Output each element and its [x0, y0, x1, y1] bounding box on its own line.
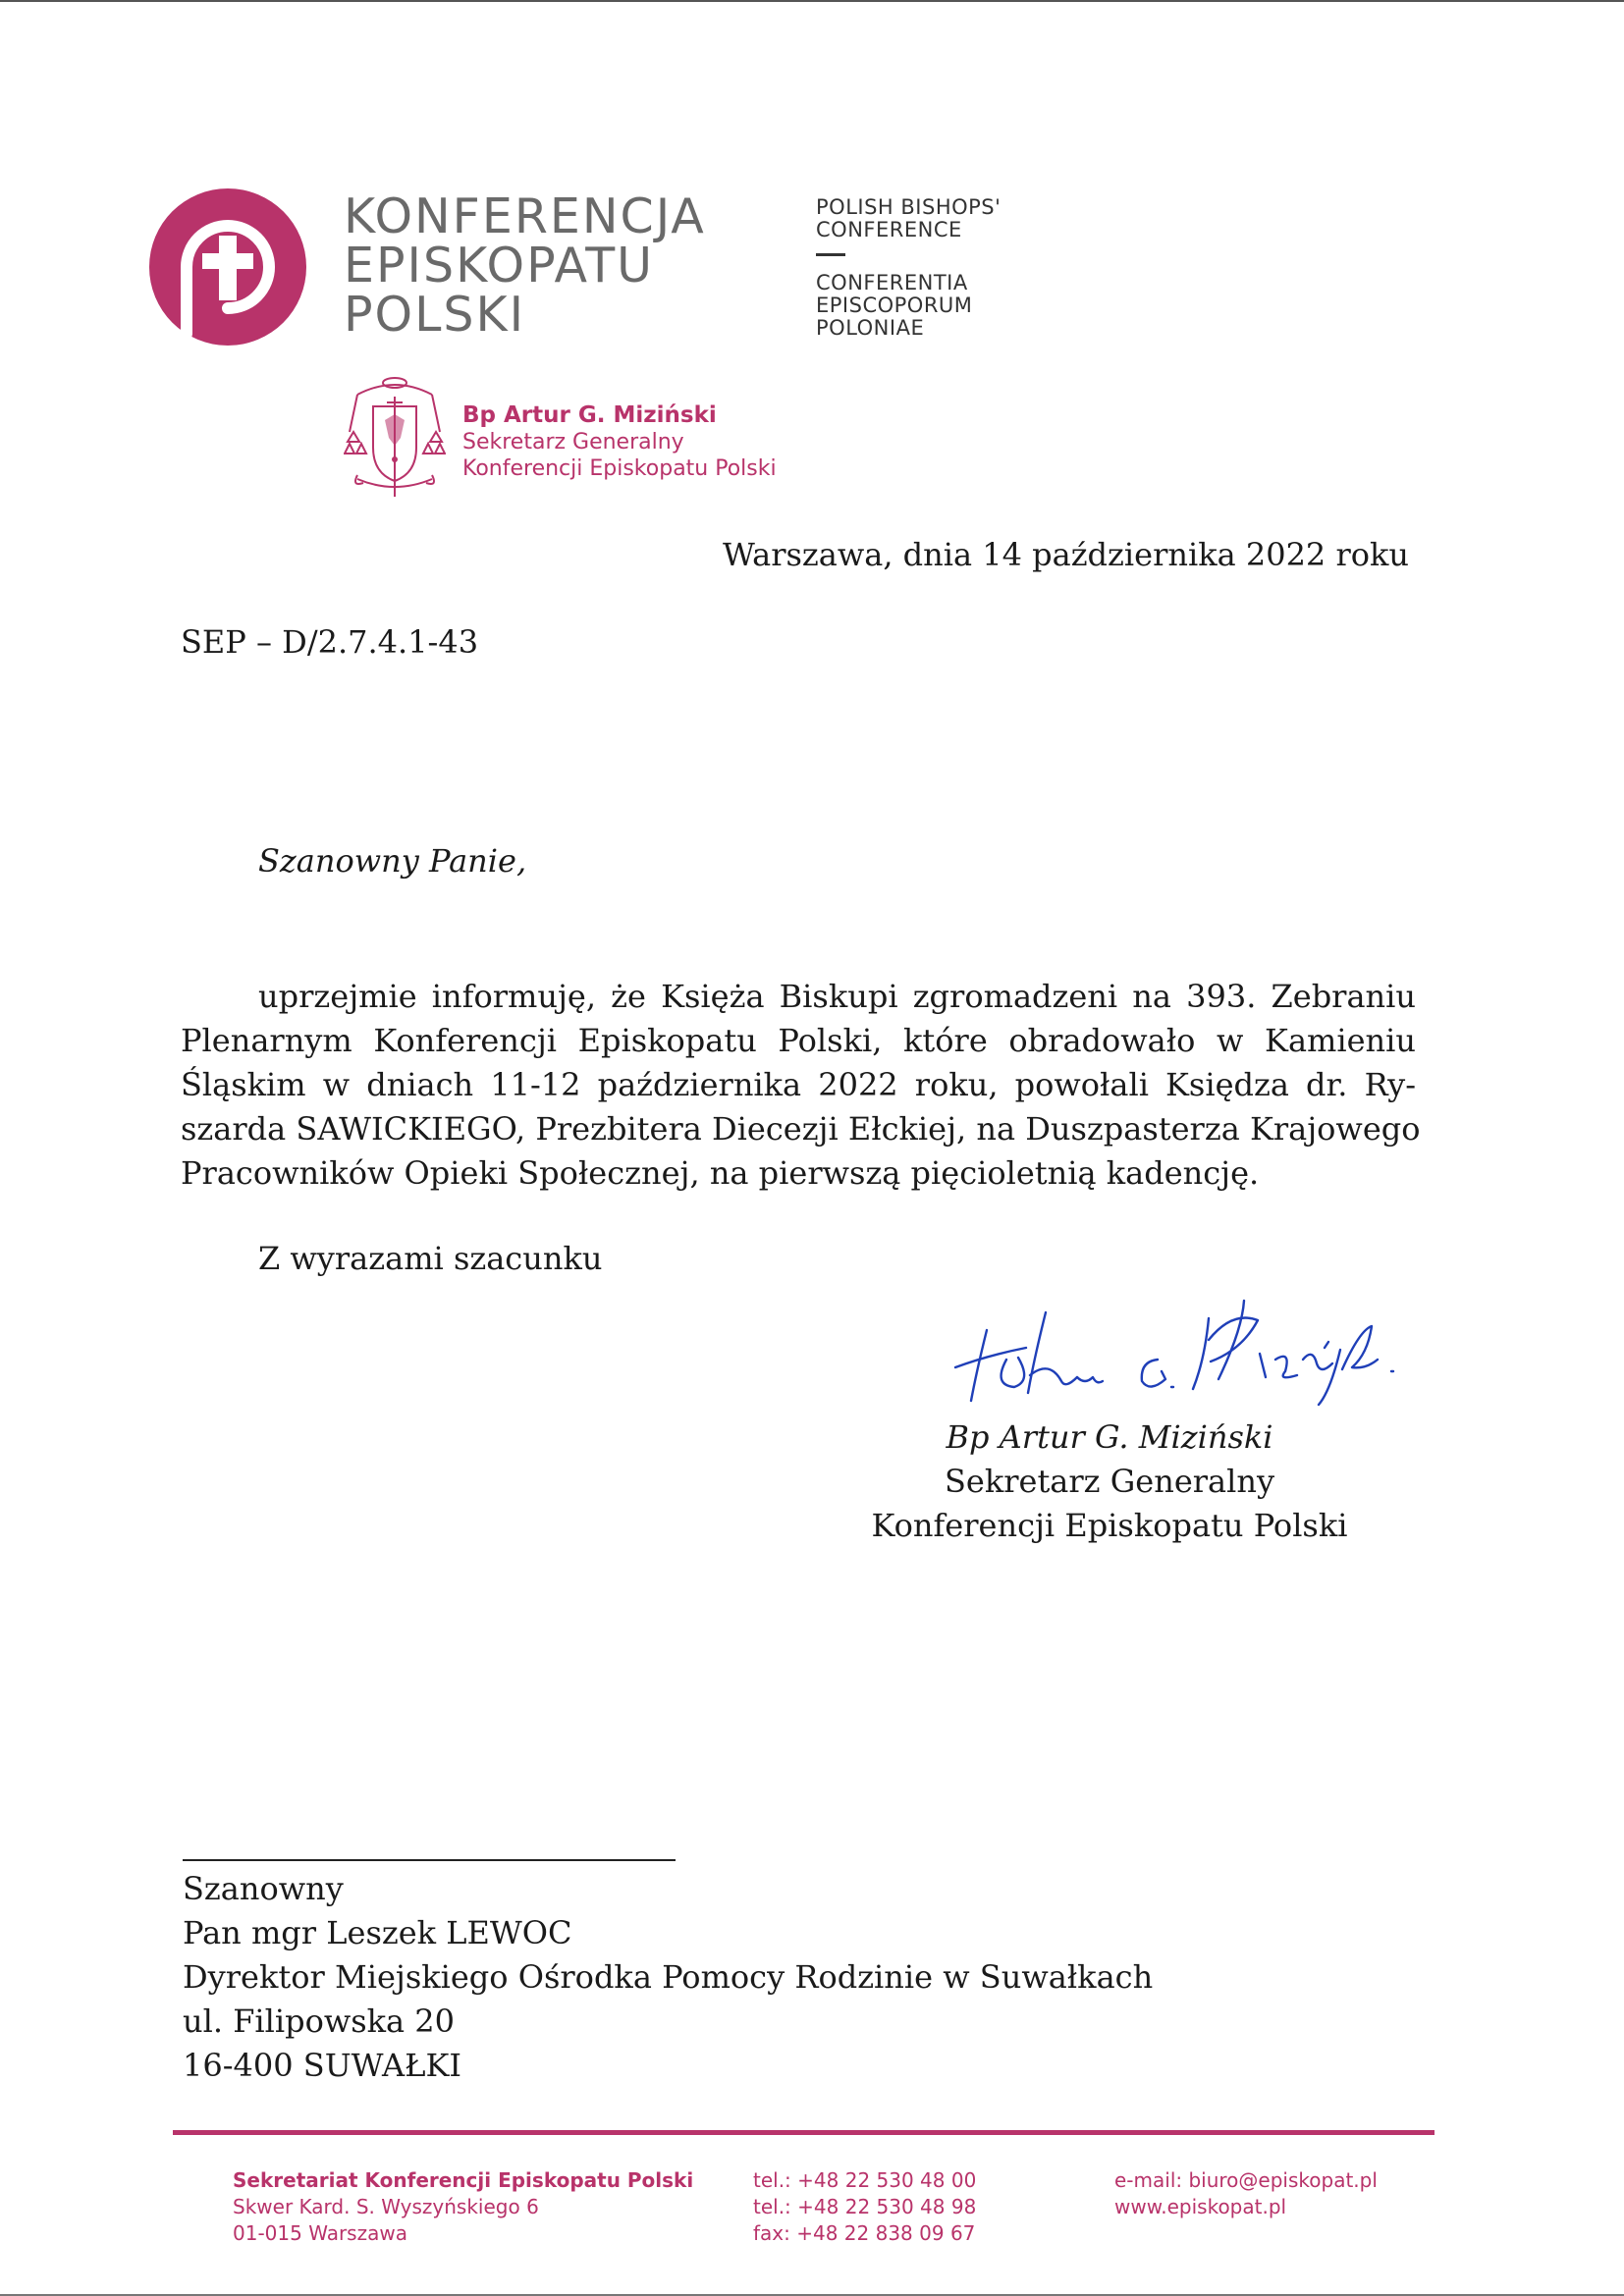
footer-website[interactable]: www.episkopat.pl — [1114, 2195, 1287, 2218]
recipient-divider — [183, 1859, 676, 1861]
cross-in-p-logo-icon — [147, 187, 308, 347]
handwritten-signature-icon — [947, 1291, 1409, 1409]
signatory-name: Bp Artur G. Miziński — [946, 1418, 1273, 1456]
org-name-line: POLSKI — [344, 287, 526, 343]
signatory-title-line: Konferencji Episkopatu Polski — [871, 1507, 1348, 1544]
paragraph-line: uprzejmie informuję, że Księża Biskupi zgromadzeni na 393. Zebraniu — [258, 978, 1416, 1015]
recipient-address — [183, 1867, 1153, 2088]
org-name-la-line: POLONIAE — [816, 316, 925, 340]
reference-number: SEP – D/2.7.4.1-43 — [181, 623, 479, 661]
recipient-line: 16-400 SUWAŁKI — [183, 2047, 462, 2084]
bishop-coat-of-arms-icon — [344, 373, 446, 503]
paragraph-line: Śląskim w dniach 11-12 października 2022 roku, powołali Księdza dr. Ry- — [181, 1066, 1416, 1103]
recipient-line: Dyrektor Miejskiego Ośrodka Pomocy Rodzinie w Suwałkach — [183, 1958, 1154, 1996]
footer-phone-line: tel.: +48 22 530 48 00 — [753, 2168, 977, 2192]
footer-address-line: 01-015 Warszawa — [233, 2221, 407, 2245]
page-top-edge — [0, 0, 1624, 2]
signatory-title-line: Sekretarz Generalny — [944, 1463, 1275, 1500]
letter-date: Warszawa, dnia 14 października 2022 roku — [723, 536, 1410, 573]
letter-paragraph — [181, 975, 1421, 1196]
signatory-block — [864, 1415, 1355, 1548]
org-name-line: EPISKOPATU — [344, 238, 655, 294]
organization-name-translations — [816, 196, 1071, 340]
name-divider — [816, 253, 845, 256]
org-name-la-line: EPISCOPORUM — [816, 294, 973, 317]
recipient-line: ul. Filipowska 20 — [183, 2002, 456, 2040]
org-name-en-line: CONFERENCE — [816, 218, 962, 241]
org-name-en-line: POLISH BISHOPS' — [816, 195, 1001, 219]
footer-address — [233, 2167, 693, 2247]
footer-fax-line: fax: +48 22 838 09 67 — [753, 2221, 976, 2245]
footer-email[interactable]: e-mail: biuro@episkopat.pl — [1114, 2168, 1378, 2192]
organization-name — [344, 188, 785, 343]
salutation: Szanowny Panie, — [258, 842, 527, 880]
paragraph-line: Plenarnym Konferencji Episkopatu Polski, które obradowało w Kamieniu — [181, 1022, 1416, 1059]
recipient-line: Szanowny — [183, 1870, 344, 1907]
paragraph-line: Pracowników Opieki Społecznej, na pierwszą pięcioletnią kadencję. — [181, 1154, 1260, 1192]
footer-phones — [753, 2167, 976, 2247]
closing-phrase: Z wyrazami szacunku — [258, 1240, 603, 1277]
footer-address-line: Skwer Kard. S. Wyszyńskiego 6 — [233, 2195, 539, 2218]
sender-name: Bp Artur G. Miziński — [462, 402, 717, 428]
org-name-la-line: CONFERENTIA — [816, 271, 968, 294]
footer-divider — [173, 2130, 1435, 2135]
footer-office-title: Sekretariat Konferencji Episkopatu Polski — [233, 2168, 694, 2192]
org-name-line: KONFERENCJA — [344, 188, 706, 244]
sender-title-line: Sekretarz Generalny — [462, 430, 684, 454]
footer-web-contacts — [1114, 2167, 1378, 2220]
recipient-line: Pan mgr Leszek LEWOC — [183, 1914, 572, 1951]
paragraph-line: szarda SAWICKIEGO, Prezbitera Diecezji Ełckiej, na Duszpasterza Krajowego — [181, 1110, 1421, 1148]
footer-phone-line: tel.: +48 22 530 48 98 — [753, 2195, 977, 2218]
sender-block — [462, 401, 816, 482]
sender-title-line: Konferencji Episkopatu Polski — [462, 456, 777, 481]
